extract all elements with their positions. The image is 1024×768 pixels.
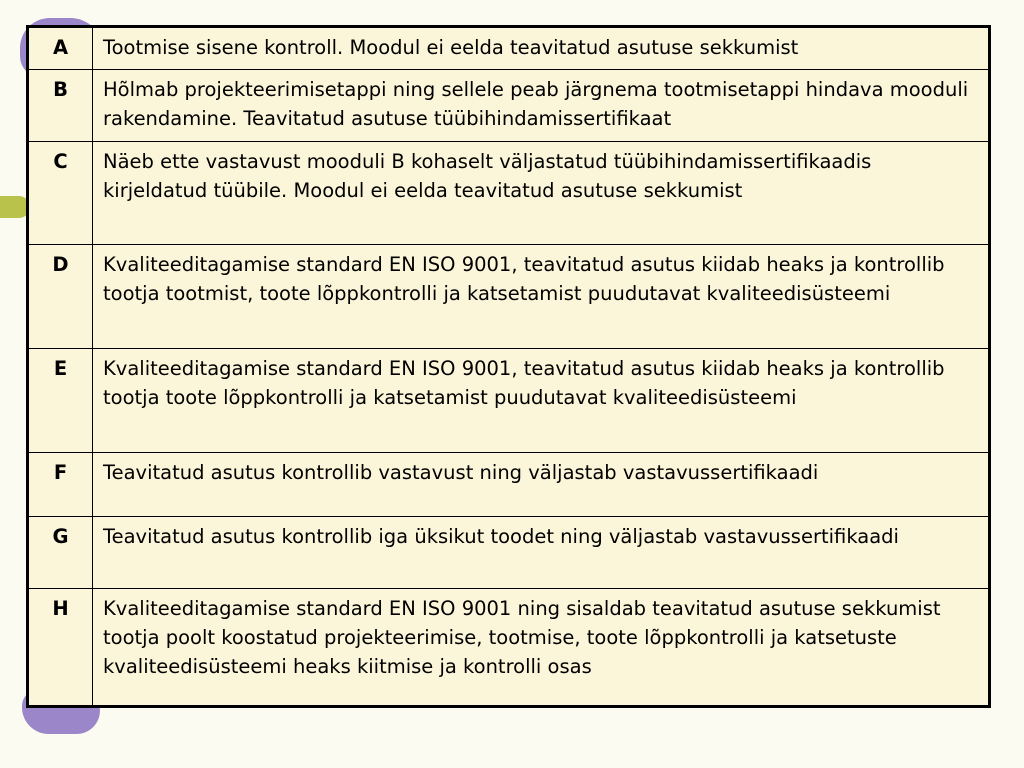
- module-letter: A: [29, 28, 93, 70]
- module-description: Kvaliteeditagamise standard EN ISO 9001 ning sisaldab teavitatud asutuse sekkumist tootja poolt koostatud projekteerimise, tootmise, toote lõppkontrolli ja katsetuste kvaliteedisüsteemi heaks kiitmise ja kontrolli osas: [93, 589, 989, 706]
- module-letter: D: [29, 245, 93, 349]
- table-row: [29, 349, 989, 453]
- module-letter: H: [29, 589, 93, 706]
- table-row: [29, 453, 989, 517]
- module-description: Tootmise sisene kontroll. Moodul ei eelda teavitatud asutuse sekkumist: [93, 28, 989, 70]
- module-description: Teavitatud asutus kontrollib vastavust ning väljastab vastavussertifikaadi: [93, 453, 989, 517]
- module-letter: G: [29, 517, 93, 589]
- module-description: Näeb ette vastavust mooduli B kohaselt väljastatud tüübihindamissertifikaadis kirjeldatud tüübile. Moodul ei eelda teavitatud asutuse sekkumist: [93, 142, 989, 245]
- module-description: Hõlmab projekteerimisetappi ning sellele peab järgnema tootmisetappi hindava mooduli rakendamine. Teavitatud asutuse tüübihindamissertifikaat: [93, 70, 989, 142]
- module-description: Kvaliteeditagamise standard EN ISO 9001, teavitatud asutus kiidab heaks ja kontrollib tootja toote lõppkontrolli ja katsetamist puudutavat kvaliteedisüsteemi: [93, 349, 989, 453]
- table-row: [29, 28, 989, 70]
- table-row: [29, 142, 989, 245]
- module-letter: E: [29, 349, 93, 453]
- module-letter: B: [29, 70, 93, 142]
- module-description: Kvaliteeditagamise standard EN ISO 9001, teavitatud asutus kiidab heaks ja kontrollib tootja tootmist, toote lõppkontrolli ja katsetamist puudutavat kvaliteedisüsteemi: [93, 245, 989, 349]
- table-row: [29, 589, 989, 706]
- module-letter: C: [29, 142, 93, 245]
- modules-table: [26, 25, 991, 708]
- table-row: [29, 517, 989, 589]
- table-row: [29, 70, 989, 142]
- table-row: [29, 245, 989, 349]
- module-description: Teavitatud asutus kontrollib iga üksikut toodet ning väljastab vastavussertifikaadi: [93, 517, 989, 589]
- module-letter: F: [29, 453, 93, 517]
